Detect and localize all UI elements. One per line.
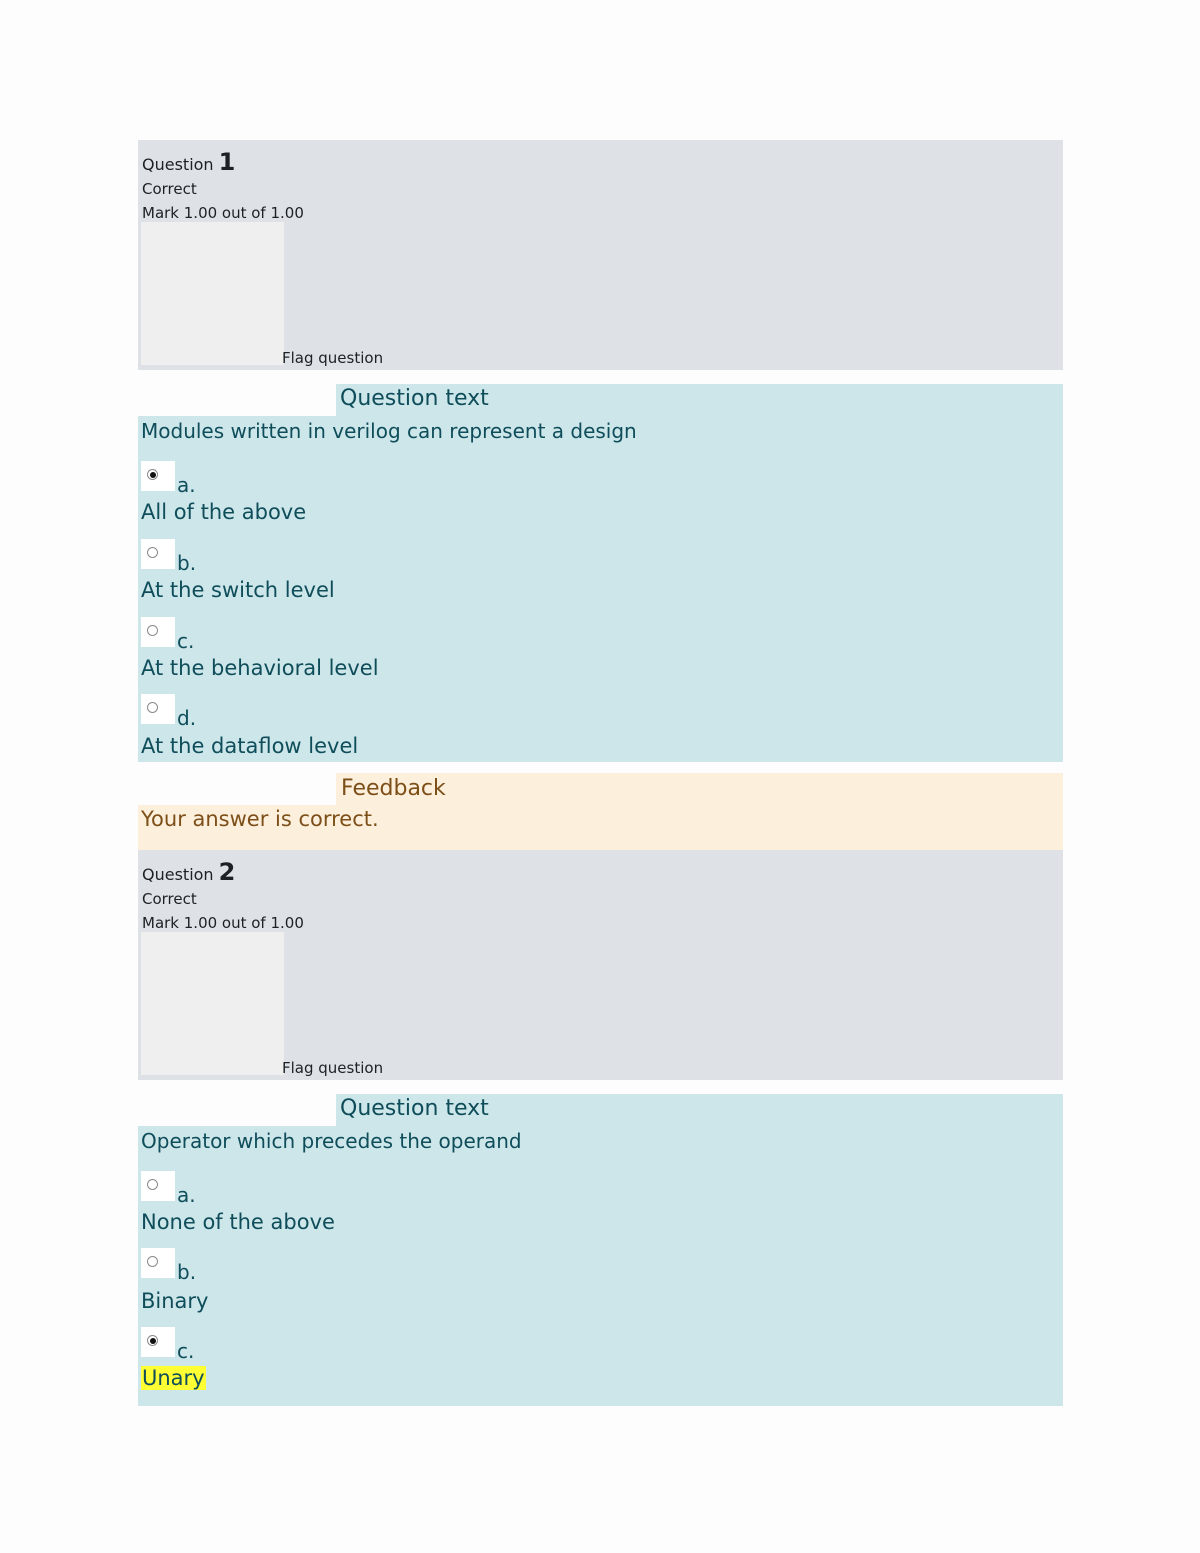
option-c-letter: c.	[177, 1339, 195, 1363]
radio-unchecked-icon	[147, 625, 158, 636]
radio-unchecked-icon	[147, 1256, 158, 1267]
question-state: Correct	[142, 890, 197, 908]
option-d-text[interactable]: At the dataflow level	[141, 734, 359, 758]
option-c-radio[interactable]	[141, 617, 175, 647]
option-a-text[interactable]: None of the above	[141, 1210, 335, 1234]
option-a-radio[interactable]	[141, 1171, 175, 1201]
flag-icon[interactable]	[141, 932, 284, 1075]
option-d-letter: d.	[177, 706, 197, 730]
question-grade: Mark 1.00 out of 1.00	[142, 914, 304, 932]
flag-icon[interactable]	[141, 222, 284, 365]
feedback-heading: Feedback	[336, 773, 1063, 805]
option-c-text[interactable]: Unary	[142, 1366, 205, 1390]
radio-unchecked-icon	[147, 547, 158, 558]
radio-unchecked-icon	[147, 1179, 158, 1190]
question-state: Correct	[142, 180, 197, 198]
feedback-text: Your answer is correct.	[141, 807, 379, 831]
question-number	[142, 148, 235, 176]
option-b-text[interactable]: At the switch level	[141, 578, 335, 602]
radio-checked-icon	[147, 1335, 158, 1346]
feedback-body	[138, 805, 1063, 850]
flag-question-link[interactable]: Flag question	[282, 1059, 384, 1077]
question-number-value: 2	[218, 858, 236, 886]
option-b-letter: b.	[177, 1260, 197, 1284]
question-label: Question	[142, 865, 214, 884]
option-d-radio[interactable]	[141, 694, 175, 724]
option-b-text[interactable]: Binary	[141, 1289, 209, 1313]
question-label: Question	[142, 155, 214, 174]
option-b-radio[interactable]	[141, 1248, 175, 1278]
question-number	[142, 858, 235, 886]
option-b-radio[interactable]	[141, 539, 175, 569]
question-1-content	[138, 416, 1063, 762]
question-2-content	[138, 1126, 1063, 1406]
option-c-radio[interactable]	[141, 1327, 175, 1357]
option-c-letter: c.	[177, 629, 195, 653]
radio-unchecked-icon	[147, 702, 158, 713]
question-text: Operator which precedes the operand	[141, 1129, 522, 1153]
option-a-text[interactable]: All of the above	[141, 500, 307, 524]
question-grade: Mark 1.00 out of 1.00	[142, 204, 304, 222]
flag-question-link[interactable]: Flag question	[282, 349, 384, 367]
question-text-heading: Question text	[336, 1094, 1063, 1126]
question-2-info	[138, 850, 1063, 1080]
option-a-letter: a.	[177, 1183, 196, 1207]
radio-checked-icon	[147, 469, 158, 480]
option-a-letter: a.	[177, 473, 196, 497]
question-number-value: 1	[218, 148, 236, 176]
question-1-info	[138, 140, 1063, 370]
option-a-radio[interactable]	[141, 461, 175, 491]
question-text: Modules written in verilog can represent a design	[141, 419, 637, 443]
option-b-letter: b.	[177, 551, 197, 575]
question-text-heading: Question text	[336, 384, 1063, 416]
option-c-text[interactable]: At the behavioral level	[141, 656, 379, 680]
